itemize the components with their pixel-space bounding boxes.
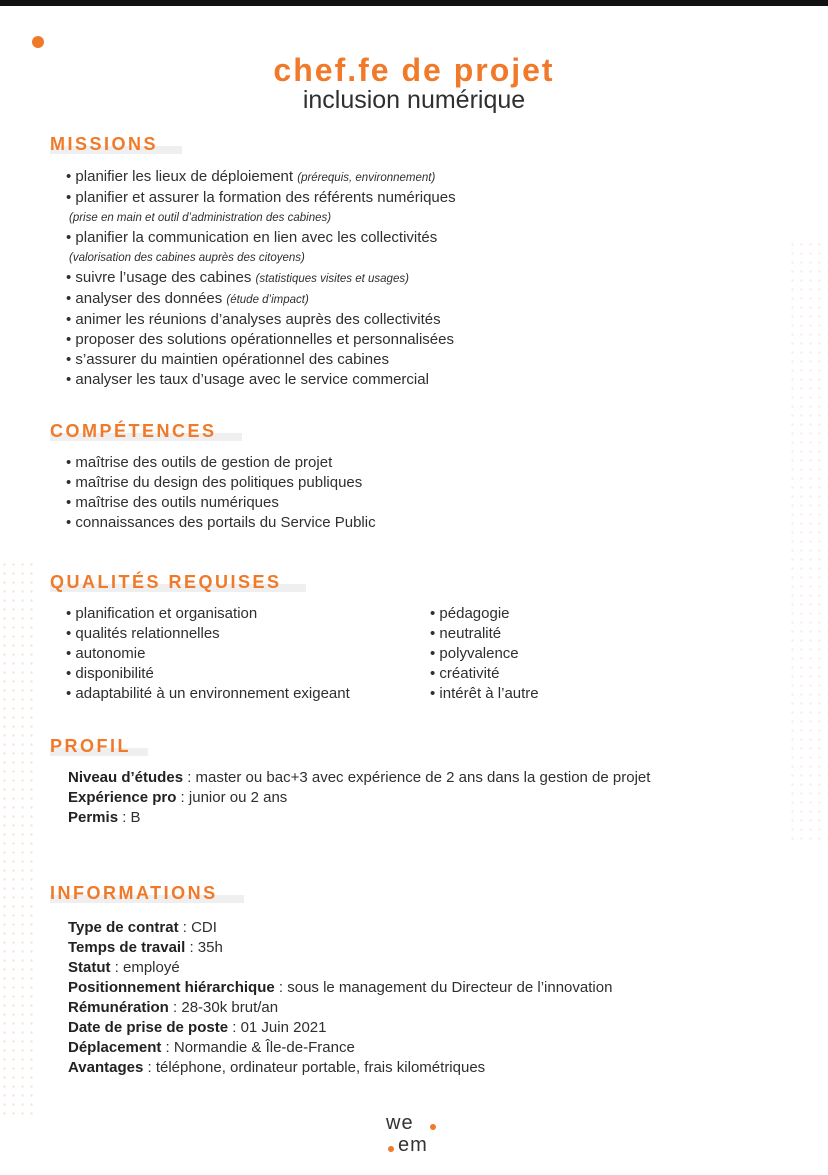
detail-row: Avantages : téléphone, ordinateur portable, frais kilométriques	[68, 1059, 486, 1076]
list-item: • neutralité	[430, 624, 539, 644]
list-item: • analyser des données (étude d’impact)	[66, 289, 456, 310]
list-item: • intérêt à l’autre	[430, 684, 539, 704]
list-item: • animer les réunions d’analyses auprès des collectivités	[66, 310, 456, 330]
list-item: • créativité	[430, 664, 539, 684]
list-item: • planifier et assurer la formation des référents numériques	[66, 188, 456, 208]
weem-logo: we em	[386, 1112, 446, 1160]
detail-row: Déplacement : Normandie & Île-de-France	[68, 1039, 355, 1056]
detail-row: Date de prise de poste : 01 Juin 2021	[68, 1019, 327, 1036]
detail-row: Positionnement hiérarchique : sous le management du Directeur de l’innovation	[68, 979, 613, 996]
list-item: • planifier la communication en lien avec les collectivités	[66, 228, 456, 248]
detail-row: Type de contrat : CDI	[68, 919, 217, 936]
detail-row: Temps de travail : 35h	[68, 939, 223, 956]
list-item: • adaptabilité à un environnement exigeant	[66, 684, 350, 704]
list-item: • planifier les lieux de déploiement (prérequis, environnement)	[66, 167, 456, 188]
list-item: • polyvalence	[430, 644, 539, 664]
dot-pattern-left	[0, 560, 36, 1120]
missions-list	[66, 167, 456, 390]
list-item: • connaissances des portails du Service Public	[66, 513, 376, 533]
list-item: • proposer des solutions opérationnelles et personnalisées	[66, 330, 456, 350]
logo-dot	[430, 1124, 436, 1130]
decorative-dot	[32, 36, 44, 48]
section-heading-informations: INFORMATIONS	[50, 883, 218, 907]
qualites-list-right	[430, 604, 539, 704]
list-item-note: (valorisation des cabines auprès des citoyens)	[69, 252, 305, 264]
detail-row: Rémunération : 28-30k brut/an	[68, 999, 279, 1016]
list-item: • pédagogie	[430, 604, 539, 624]
competences-list	[66, 453, 376, 533]
page-subtitle: inclusion numérique	[302, 86, 526, 114]
list-item: • maîtrise des outils numériques	[66, 493, 376, 513]
qualites-list-left	[66, 604, 350, 704]
section-heading-profil: PROFIL	[50, 736, 131, 760]
dot-pattern-right	[788, 240, 828, 840]
list-item: • autonomie	[66, 644, 350, 664]
logo-dot	[388, 1146, 394, 1152]
detail-row: Statut : employé	[68, 959, 180, 976]
list-item: • qualités relationnelles	[66, 624, 350, 644]
page-title: chef.fe de projet	[273, 52, 555, 88]
detail-row: Permis : B	[68, 809, 141, 826]
section-heading-missions: MISSIONS	[50, 134, 158, 158]
section-heading-qualites: QUALITÉS REQUISES	[50, 572, 282, 596]
detail-row: Expérience pro : junior ou 2 ans	[68, 789, 288, 806]
list-item: • s’assurer du maintien opérationnel des cabines	[66, 350, 456, 370]
list-item: • analyser les taux d’usage avec le service commercial	[66, 370, 456, 390]
list-item: • disponibilité	[66, 664, 350, 684]
informations-details	[68, 918, 612, 1078]
profil-details	[68, 768, 650, 828]
section-heading-competences: COMPÉTENCES	[50, 421, 217, 445]
top-border	[0, 0, 828, 6]
list-item: • planification et organisation	[66, 604, 350, 624]
detail-row: Niveau d’études : master ou bac+3 avec expérience de 2 ans dans la gestion de projet	[68, 769, 651, 786]
list-item: • maîtrise des outils de gestion de projet	[66, 453, 376, 473]
list-item: • suivre l’usage des cabines (statistiques visites et usages)	[66, 268, 456, 289]
list-item: • maîtrise du design des politiques publiques	[66, 473, 376, 493]
list-item-note: (prise en main et outil d’administration des cabines)	[69, 212, 332, 224]
